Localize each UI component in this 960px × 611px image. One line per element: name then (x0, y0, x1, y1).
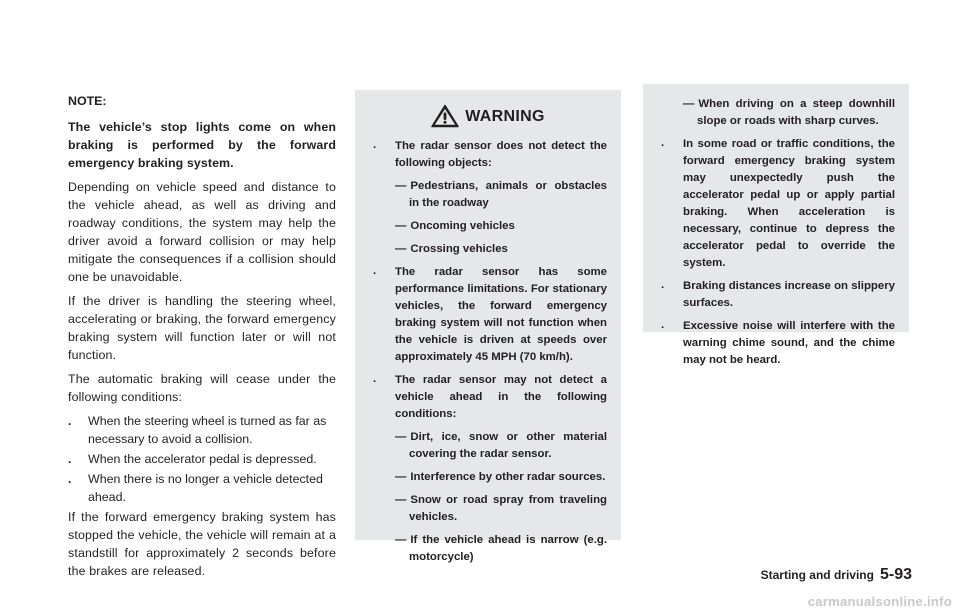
warning-item: . The radar sensor has some performance limitations. For stationary vehicles, the forward emergency braking system will not function when the vehicle is driven at speeds over approximately 45 MPH (70 km/h). (373, 265, 607, 363)
list-item: . When the steering wheel is turned as far as necessary to avoid a collision. (68, 414, 327, 446)
main-text-column (68, 92, 336, 586)
warning-item: . Excessive noise will interfere with the warning chime sound, and the chime may not be heard. (661, 319, 895, 366)
bullet-icon: . (68, 414, 72, 428)
paragraph-2: If the driver is handling the steering wheel, accelerating or braking, the forward emergency braking system will function later or will not function. (68, 294, 336, 362)
warning-subitem: — Crossing vehicles (395, 243, 508, 255)
warning-subitem: — Interference by other radar sources. (395, 471, 606, 483)
warning-header (355, 90, 621, 138)
paragraph-4: If the forward emergency braking system has stopped the vehicle, the vehicle will remain at a standstill for approximately 2 seconds before the brakes are released. (68, 510, 336, 578)
list-item: . When there is no longer a vehicle detected ahead. (68, 472, 323, 504)
warning-subitem: — Snow or road spray from traveling vehicles. (395, 494, 607, 523)
warning-subitem: — If the vehicle ahead is narrow (e.g. motorcycle) (395, 534, 607, 563)
bullet-icon: . (68, 452, 72, 466)
section-name: Starting and driving (760, 568, 874, 582)
conditions-list (68, 412, 336, 506)
bullet-icon: . (661, 319, 665, 331)
page-footer (761, 566, 912, 584)
list-item: . When the accelerator pedal is depressed. (68, 452, 317, 466)
warning-subitem: — When driving on a steep downhill slope or roads with sharp curves. (683, 98, 895, 127)
watermark: carmanualsonline.info (807, 594, 952, 609)
warning-item: . The radar sensor does not detect the following objects: (373, 139, 607, 169)
warning-subitem: — Oncoming vehicles (395, 220, 515, 232)
bullet-icon: . (373, 373, 377, 385)
note-text: The vehicle’s stop lights come on when braking is performed by the forward emergency braking system. (68, 120, 336, 170)
bullet-icon: . (661, 137, 665, 149)
paragraph-3: The automatic braking will cease under the following conditions: (68, 372, 336, 404)
warning-subitem: — Pedestrians, animals or obstacles in the roadway (395, 180, 607, 209)
bullet-icon: . (661, 279, 665, 291)
warning-item: . The radar sensor may not detect a vehicle ahead in the following conditions: (373, 373, 607, 420)
warning-triangle-icon (431, 104, 459, 128)
warning-box (355, 90, 621, 563)
note-label: NOTE: (68, 94, 107, 108)
bullet-icon: . (373, 265, 377, 277)
page-number: 5-93 (879, 566, 912, 583)
paragraph-1: Depending on vehicle speed and distance to the vehicle ahead, as well as driving and roadway conditions, the system may help the driver avoid a forward collision or may help mitigate the consequences if a collision should one be unavoidable. (68, 180, 336, 284)
bullet-icon: . (373, 139, 377, 151)
warning-box-continued (643, 84, 909, 366)
warning-title: WARNING (465, 107, 545, 125)
warning-item: . Braking distances increase on slippery surfaces. (661, 279, 895, 309)
warning-item: . In some road or traffic conditions, the forward emergency braking system may unexpectedly push the accelerator pedal up or apply partial braking. When acceleration is necessary, continue to depress the accelerator pedal to override the system. (661, 137, 895, 269)
warning-subitem: — Dirt, ice, snow or other material covering the radar sensor. (395, 431, 607, 460)
bullet-icon: . (68, 472, 72, 486)
